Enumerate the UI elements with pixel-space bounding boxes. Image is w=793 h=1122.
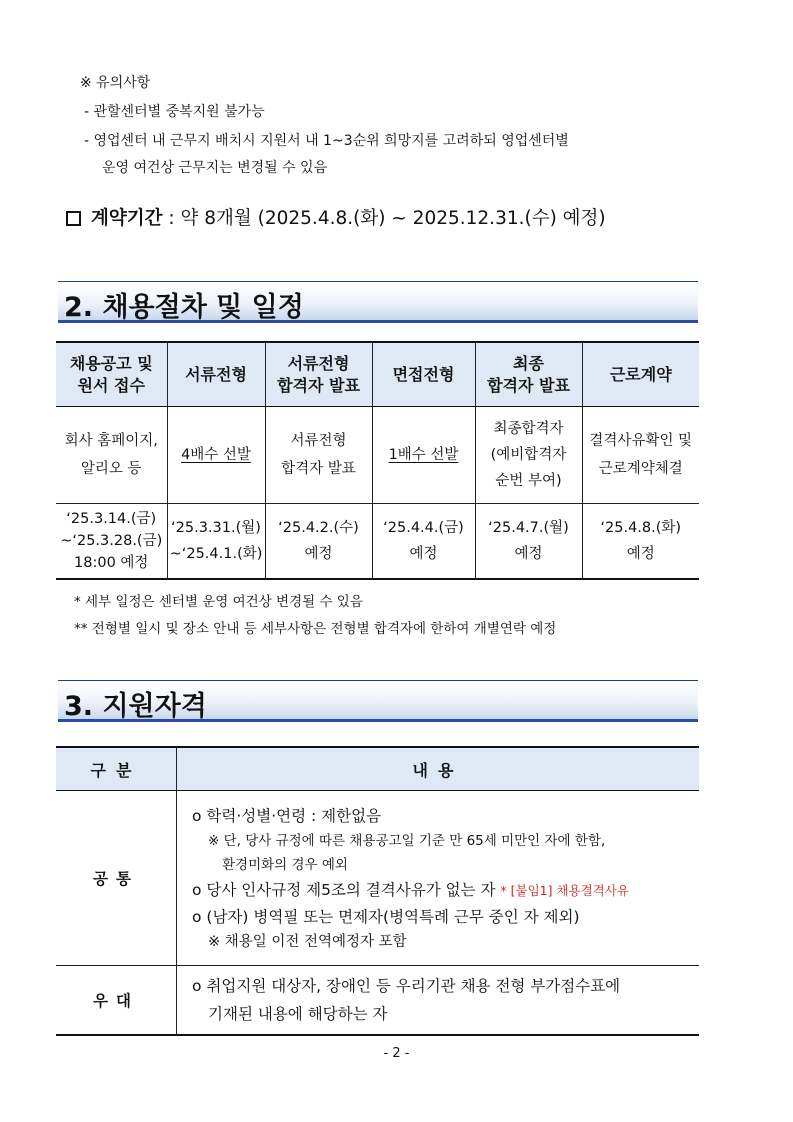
checkbox-square-icon [66, 211, 81, 226]
table-row [56, 504, 699, 580]
table-cell: ‘25.4.8.(화) 예정 [582, 504, 699, 580]
table-cell: 1배수 선발 [372, 407, 475, 504]
header-cell: 채용공고 및 원서 접수 [56, 342, 167, 407]
table-cell: ‘25.3.14.(금) ~‘25.3.28.(금) 18:00 예정 [56, 504, 167, 580]
section-title: 3. 지원자격 [64, 691, 207, 722]
table-cell: ‘25.3.31.(월) ~‘25.4.1.(화) [167, 504, 265, 580]
header-cell: 내용 [177, 747, 700, 791]
footnote: * 세부 일정은 센터별 운영 여건상 변경될 수 있음 [74, 594, 363, 610]
content-cell: o 취업지원 대상자, 장애인 등 우리기관 채용 전형 부가점수표에 기재된 내용에 해당하는 자 [177, 966, 700, 1036]
section-header [58, 680, 698, 722]
contract-period [66, 204, 606, 230]
header-cell: 서류전형 합격자 발표 [265, 342, 372, 407]
section-title: 2. 채용절차 및 일정 [64, 292, 304, 323]
note-item: - 영업센터 내 근무지 배치시 지원서 내 1~3순위 희망지를 고려하되 영업센터별 [84, 133, 569, 149]
content-cell: o 학력·성별·연령 : 제한없음 ※ 단, 당사 규정에 따른 채용공고일 기준 만 65세 미만인 자에 한함, 환경미화의 경우 예외 o 당사 인사규정 제5조의 결격사유가 없는 자 * [붙임1] 채용결격사유 o (남자) 병역필 또는 면제자(병역특례 근무 중인 자 제외) ※ 채용일 이전 전역예정자 포함 [177, 791, 700, 966]
note-item: 운영 여건상 근무지는 변경될 수 있음 [102, 160, 328, 176]
header-cell: 근로계약 [582, 342, 699, 407]
category-cell: 우대 [56, 966, 177, 1036]
table-cell: ‘25.4.2.(수) 예정 [265, 504, 372, 580]
footnote: ** 전형별 일시 및 장소 안내 등 세부사항은 전형별 합격자에 한하여 개별연락 예정 [74, 621, 557, 637]
header-cell: 면접전형 [372, 342, 475, 407]
header-cell: 서류전형 [167, 342, 265, 407]
table-cell: 최종합격자 (예비합격자 순번 부여) [475, 407, 582, 504]
table-row [56, 791, 699, 966]
table-cell: ‘25.4.4.(금) 예정 [372, 504, 475, 580]
category-cell: 공통 [56, 791, 177, 966]
table-header-row [56, 342, 699, 407]
notes-title: ※ 유의사항 [80, 75, 151, 91]
note-item: - 관할센터별 중복지원 불가능 [84, 104, 265, 120]
red-note: * [붙임1] 채용결격사유 [500, 882, 629, 898]
table-row [56, 966, 699, 1036]
table-row [56, 407, 699, 504]
contract-text: : 약 8개월 (2025.4.8.(화) ~ 2025.12.31.(수) 예정) [168, 208, 606, 229]
table-cell: ‘25.4.7.(월) 예정 [475, 504, 582, 580]
table-cell: 결격사유확인 및 근로계약체결 [582, 407, 699, 504]
table-cell: 회사 홈페이지, 알리오 등 [56, 407, 167, 504]
header-cell: 구분 [56, 747, 177, 791]
table-header-row [56, 747, 699, 791]
section-header [58, 281, 698, 323]
qualification-table [56, 746, 699, 1036]
table-cell: 서류전형 합격자 발표 [265, 407, 372, 504]
schedule-table [56, 341, 699, 580]
page-number: - 2 - [383, 1046, 410, 1061]
header-cell: 최종 합격자 발표 [475, 342, 582, 407]
table-cell: 4배수 선발 [167, 407, 265, 504]
contract-label: 계약기간 [91, 208, 163, 229]
